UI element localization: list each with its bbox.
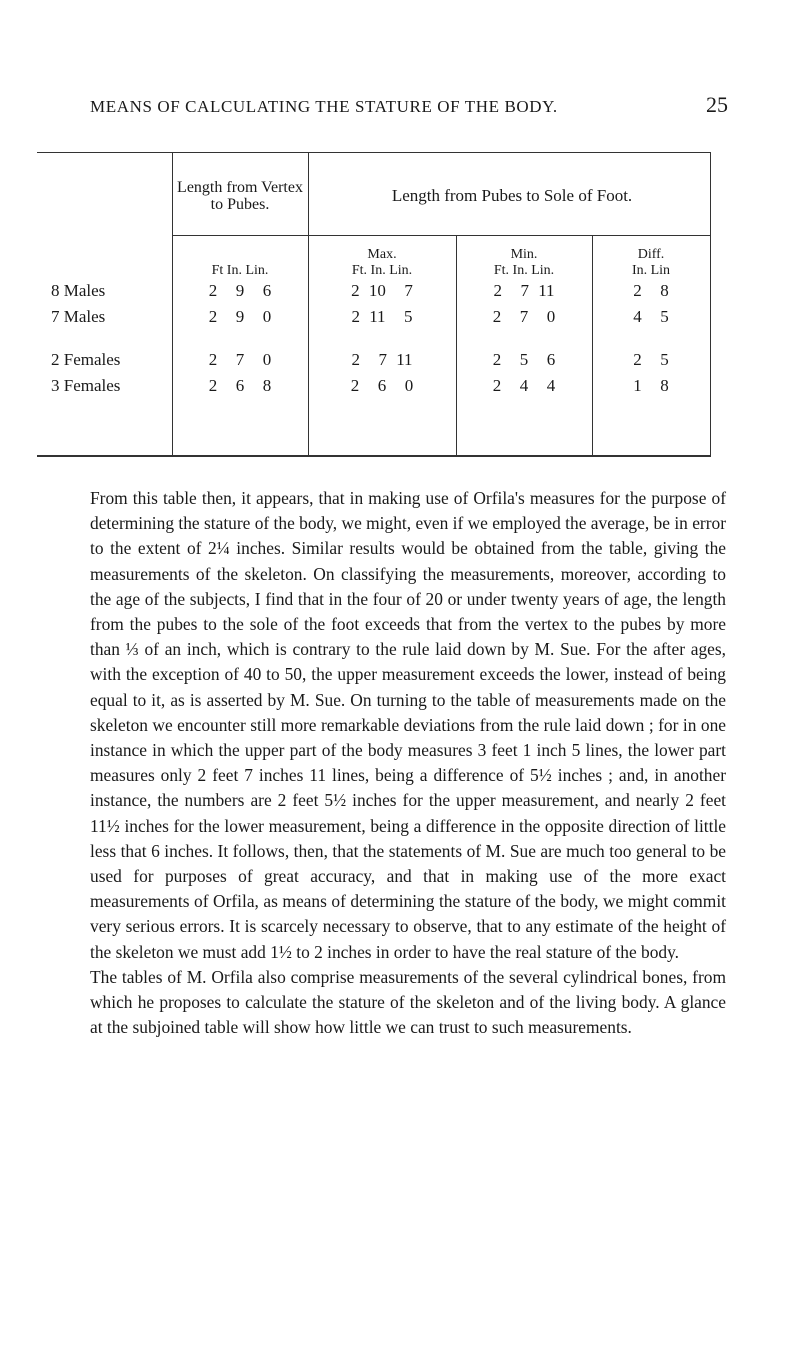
row-label: 8 Males [51,281,106,300]
sub-heading-min: Min. [510,247,538,262]
table-rule [172,153,173,455]
row-label: 3 Females [51,376,121,395]
cell-vertex: 2 6 8 [208,376,272,395]
cell-vertex: 2 7 0 [208,350,272,369]
cell-max: 2 11 5 [351,307,413,326]
page-title: MEANS OF CALCULATING THE STATURE OF THE BODY. [90,97,558,116]
col-heading-pubes: Length from Pubes to Sole of Foot. [391,186,633,205]
body-text [90,486,726,1040]
cell-vertex: 2 9 6 [208,281,272,300]
cell-max: 2 6 0 [350,376,414,395]
sub-heading-max-units: Ft. In. Lin. [351,263,413,278]
paragraph: From this table then, it appears, that in making use of Orfila's measures for the purpose of determining the stature of the body, we might, even if we employed the average, be in error to the extent of 2¼ inches. Similar results would be obtained from the table, giving the measurements of the skeleton. On classifying the measurements, moreover, according to the age of the subjects, I find that in the four of 20 or under twenty years of age, the length from the pubes to the sole of the foot exceeds that from the vertex to the pubes by more than ⅓ of an inch, which is contrary to the rule laid down by M. Sue. For the after ages, with the exception of 40 to 50, the upper measurement exceeds the lower, instead of being equal to it, as is asserted by M. Sue. On turning to the table of measurements made on the skeleton we encounter still more remarkable deviations from the rule laid down ; for in one instance in which the upper part of the body measures 3 feet 1 inch 5 lines, the lower part measures only 2 feet 7 inches 11 lines, being a difference of 5½ inches ; and, in another instance, the numbers are 2 feet 5½ inches for the upper measurement, and nearly 2 feet 11½ inches for the lower measurement, being a difference in the opposite direction of little less that 6 inches. It follows, then, that the statements of M. Sue are much too general to be used for purposes of great accuracy, and that in making use of the more exact measurements of Orfila, as means of determining the stature of the body, we might commit very serious errors. It is scarcely necessary to observe, that to any estimate of the height of the skeleton we must add 1½ to 2 inches in order to have the real stature of the body. [90,488,726,962]
table-rule [172,235,308,236]
sub-heading-min-units: Ft. In. Lin. [493,263,555,278]
cell-diff: 2 8 [633,281,669,300]
sub-heading-vertex: Ft In. Lin. [211,263,269,278]
sub-heading-diff-units: In. Lin [631,263,671,278]
cell-diff: 1 8 [633,376,669,395]
cell-min: 2 5 6 [492,350,556,369]
running-head [90,92,728,118]
sub-heading-diff: Diff. [637,247,665,262]
cell-vertex: 2 9 0 [208,307,272,326]
cell-diff: 4 5 [633,307,669,326]
cell-max: 2 7 11 [351,350,413,369]
cell-diff: 2 5 [633,350,669,369]
table-rule [308,153,309,455]
table-rule [710,153,711,455]
table-rule [308,235,710,236]
paragraph: The tables of M. Orfila also comprise measurements of the several cylindrical bones, from which he proposes to calculate the stature of the skeleton and of the living body. A glance at the subjoined table will show how little we can trust to such measurements. [90,966,726,1038]
sub-heading-max: Max. [367,247,397,262]
row-label: 7 Males [51,307,106,326]
cell-min: 2 4 4 [492,376,556,395]
table-rule [592,235,593,455]
cell-max: 2 10 7 [351,281,413,300]
stature-table [37,152,711,457]
cell-min: 2 7 11 [493,281,555,300]
table-rule [456,235,457,455]
cell-min: 2 7 0 [492,307,556,326]
col-heading-vertex: Length from Vertex to Pubes. [177,179,303,213]
page-number: 25 [706,92,728,117]
row-label: 2 Females [51,350,121,369]
